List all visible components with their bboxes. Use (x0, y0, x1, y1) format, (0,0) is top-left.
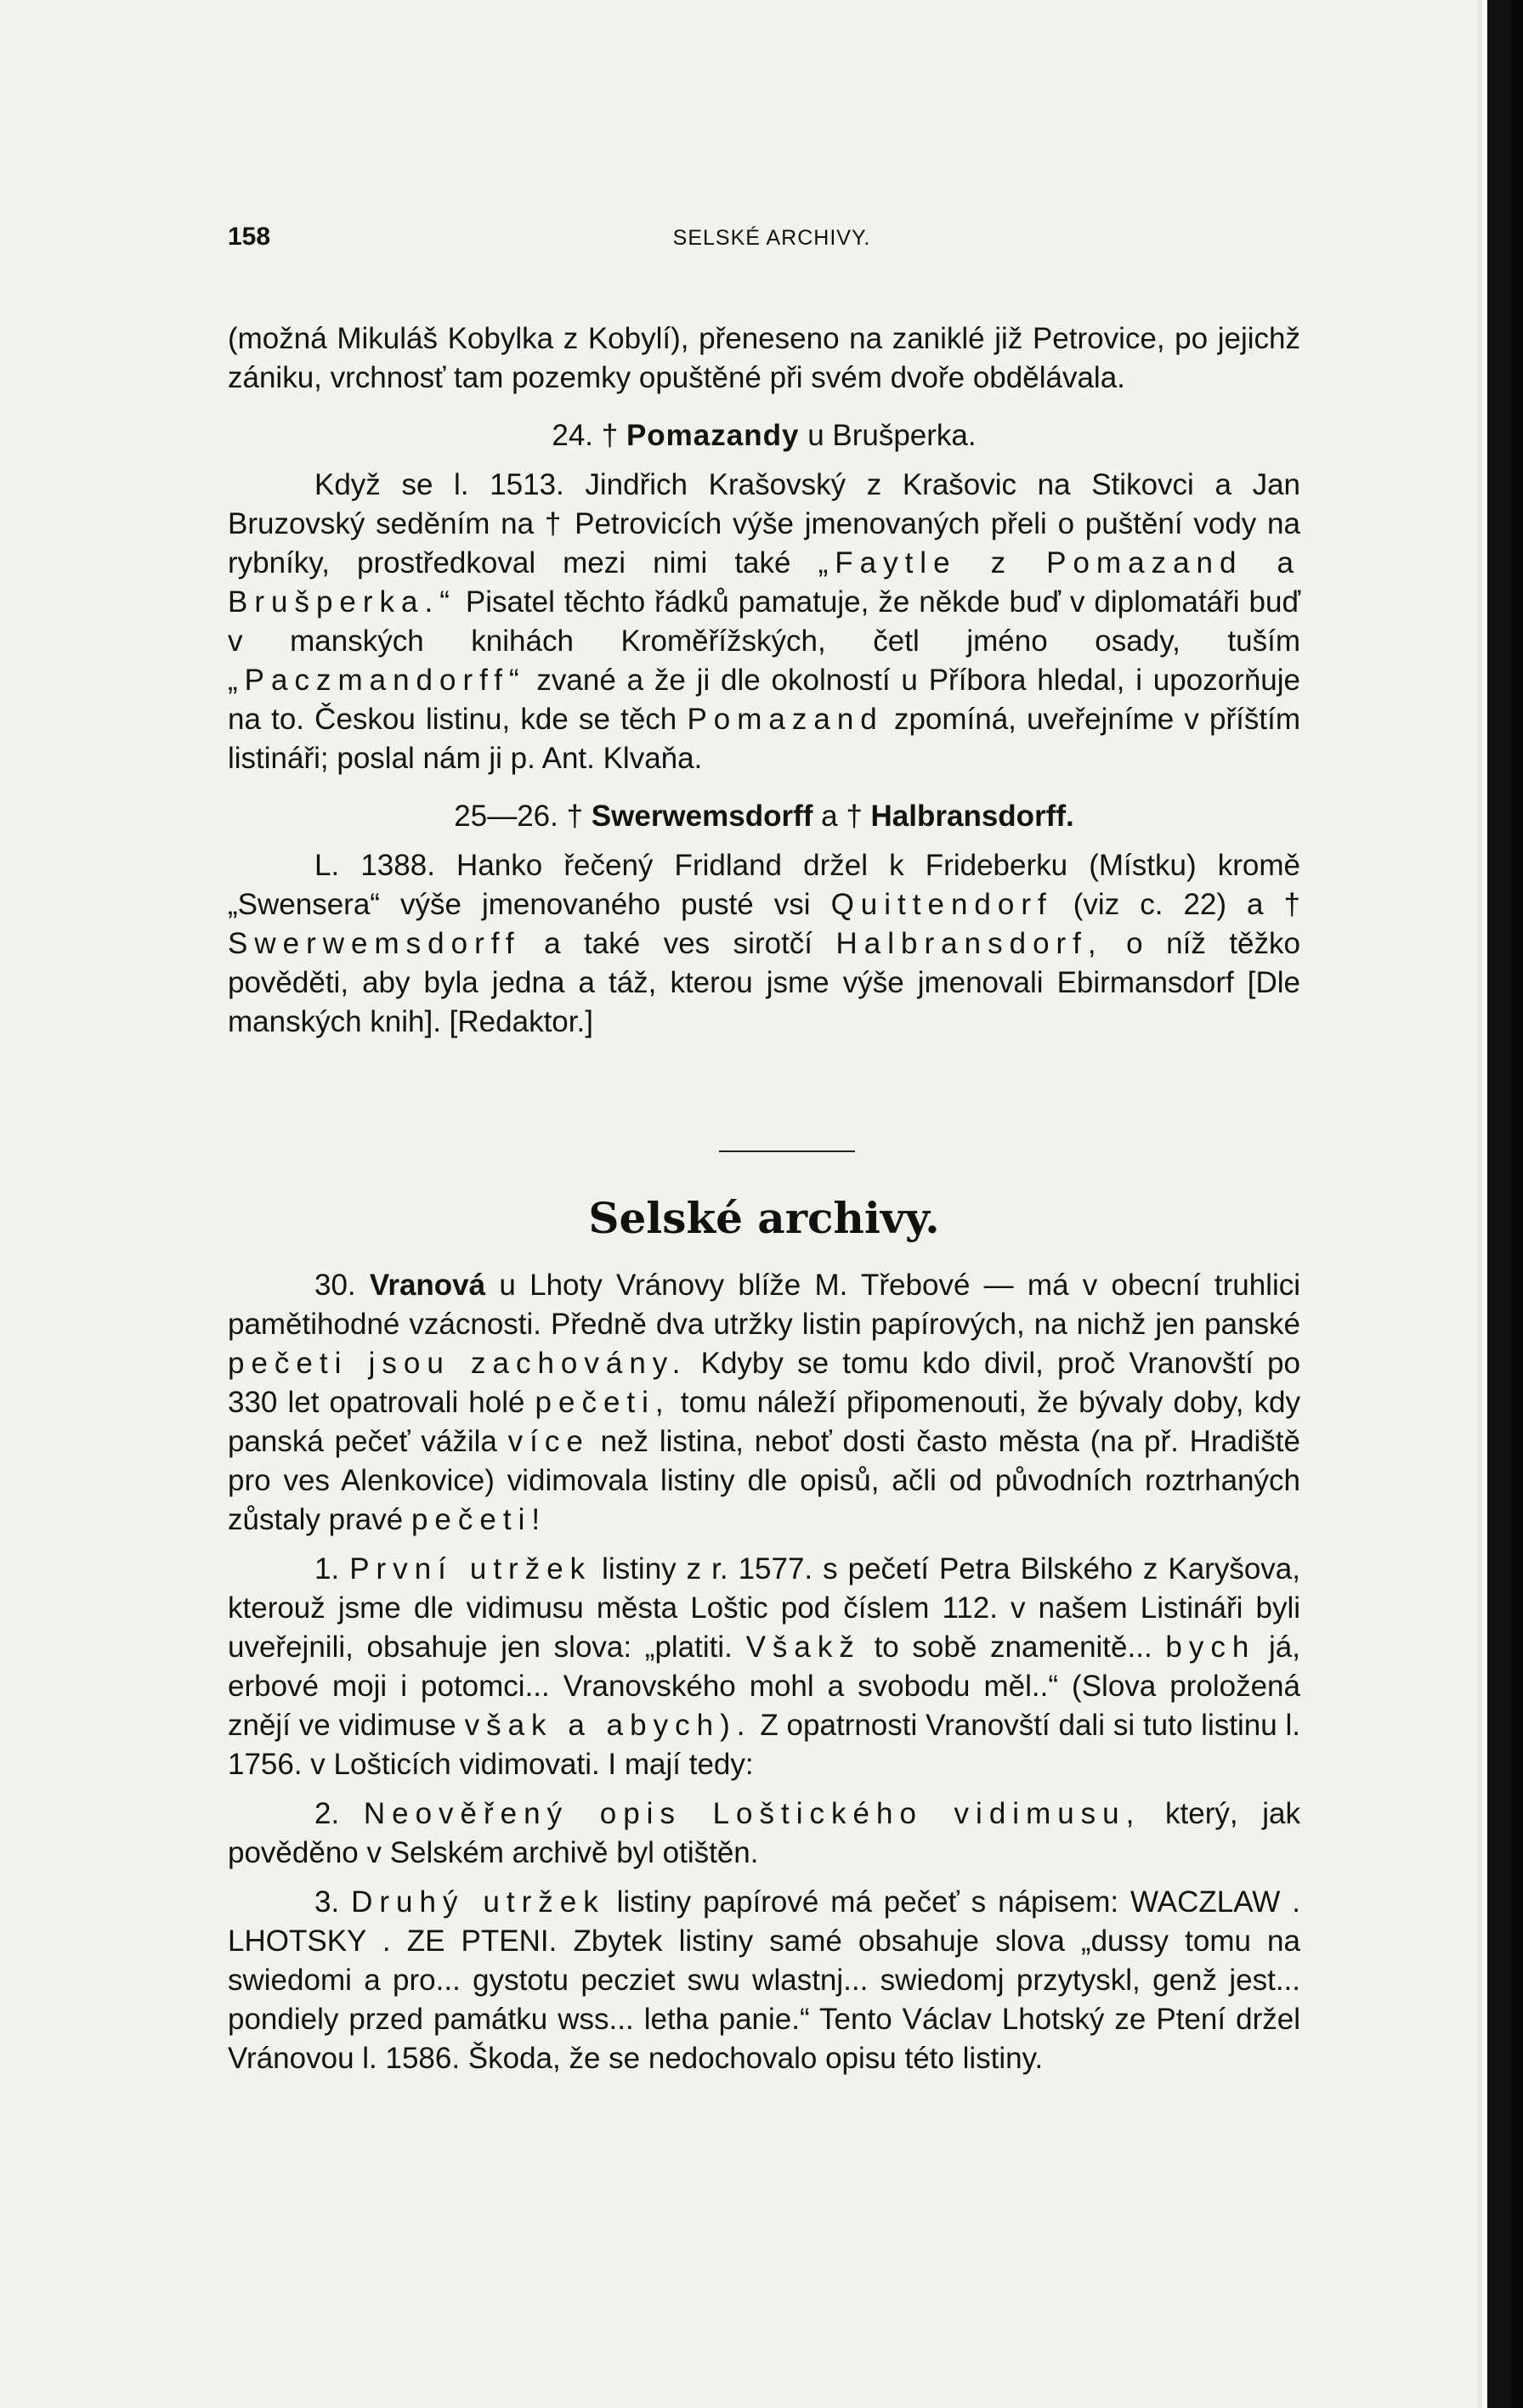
paragraph-swerwemsdorff: L. 1388. Hanko řečený Fridland držel k Frideberku (Místku) kromě „Swensera“ výše jmenovaného pusté vsi Quittendorf (viz c. 22) a † Swerwemsdorff a také ves sirotčí Halbransdorf, o níž těžko pověděti, aby byla jedna a táž, kterou jsme výše jmenovali Ebirmansdorf [Dle manských knih]. [Redaktor.] (228, 849, 1301, 1038)
page-number: 158 (228, 223, 271, 251)
heading-24-name: Pomazandy (626, 419, 800, 452)
heading-25-26: 25—26. † Swerwemsdorff a † Halbransdorff. (454, 800, 1074, 833)
scan-edge (1477, 0, 1523, 2408)
text-block-top (228, 319, 1300, 1042)
text-block-bottom (228, 1266, 1300, 2078)
paragraph-item-3: 3. Druhý utržek listiny papírové má pečeť s nápisem: WACZLAW . LHOTSKY . ZE PTENI. Zbytek listiny samé obsahuje slova „dussy tomu na swiedomi a pro... gystotu pecziet swu wlastnj... swiedomj przytyskl, genž jest... pondiely przed památku wss... letha panie.“ Tento Václav Lhotský ze Ptení držel Vránovou l. 1586. Škoda, že se nedochovalo opisu této listiny. (228, 1885, 1300, 2075)
editor-note: [Redaktor.] (449, 1005, 593, 1038)
section-divider (719, 1150, 855, 1152)
paragraph-item-2: 2. Neověřený opis Loštického vidimusu, který, jak pověděno v Selském archivě byl otištěn. (228, 1797, 1300, 1869)
paragraph-vranova: 30. Vranová u Lhoty Vránovy blíže M. Třebové — má v obecní truhlici pamětihodné vzácnosti. Předně dva utržky listin papírových, na nichž jen panské pečeti jsou zachovány. Kdyby se tomu kdo divil, proč Vranovští po 330 let opatrovali holé pečeti, tomu náleží připomenouti, že bývaly doby, kdy panská pečeť vážila více než listina, neboť dosti často města (na př. Hradiště pro ves Alenkovice) vidimovala listiny dle opisů, ačli od původních roztrhaných zůstaly pravé pečeti! (228, 1269, 1301, 1536)
running-header (228, 223, 1316, 257)
paragraph-continuation: (možná Mikuláš Kobylka z Kobylí), přeneseno na zaniklé již Petrovice, po jejichž zániku, vrchnosť tam pozemky opuštěné při svém dvoře obdělávala. (228, 322, 1300, 394)
section-title: Selské archivy. (588, 1193, 940, 1243)
paragraph-pomazandy: Když se l. 1513. Jindřich Krašovský z Krašovic na Stikovci a Jan Bruzovský seděním na † Petrovicích výše jmenovaných přeli o puštění vody na rybníky, prostředkoval mezi nimi také „Faytle z Pomazand a Brušperka.“ Pisatel těchto řádků pamatuje, že někde buď v diplomatáři buď v manských knihách Kroměřížských, četl jméno osady, tuším „Paczmandorff“ zvané a že ji dle okolností u Příbora hledal, i upozorňuje na to. Českou listinu, kde se těch Pomazand zpomíná, uveřejníme v příštím listináři; poslal nám ji p. Ant. Klvaňa. (228, 468, 1300, 775)
heading-24: 24. † Pomazandy u Brušperka. (552, 419, 977, 452)
paragraph-item-1: 1. První utržek listiny z r. 1577. s pečetí Petra Bilského z Karyšova, kterouž jsme dle vidimusu města Loštic pod číslem 112. v našem Listináři byli uveřejnili, obsahuje jen slova: „platiti. Všakž to sobě znamenitě... bych já, erbové moji i potomci... Vranovského mohl a svobodu měl..“ (Slova proložená znějí ve vidimuse však a abych). Z opatrnosti Vranovští dali si tuto listinu l. 1756. v Lošticích vidimovati. I mají tedy: (228, 1552, 1301, 1781)
running-title: SELSKÉ ARCHIVY. (672, 226, 871, 250)
